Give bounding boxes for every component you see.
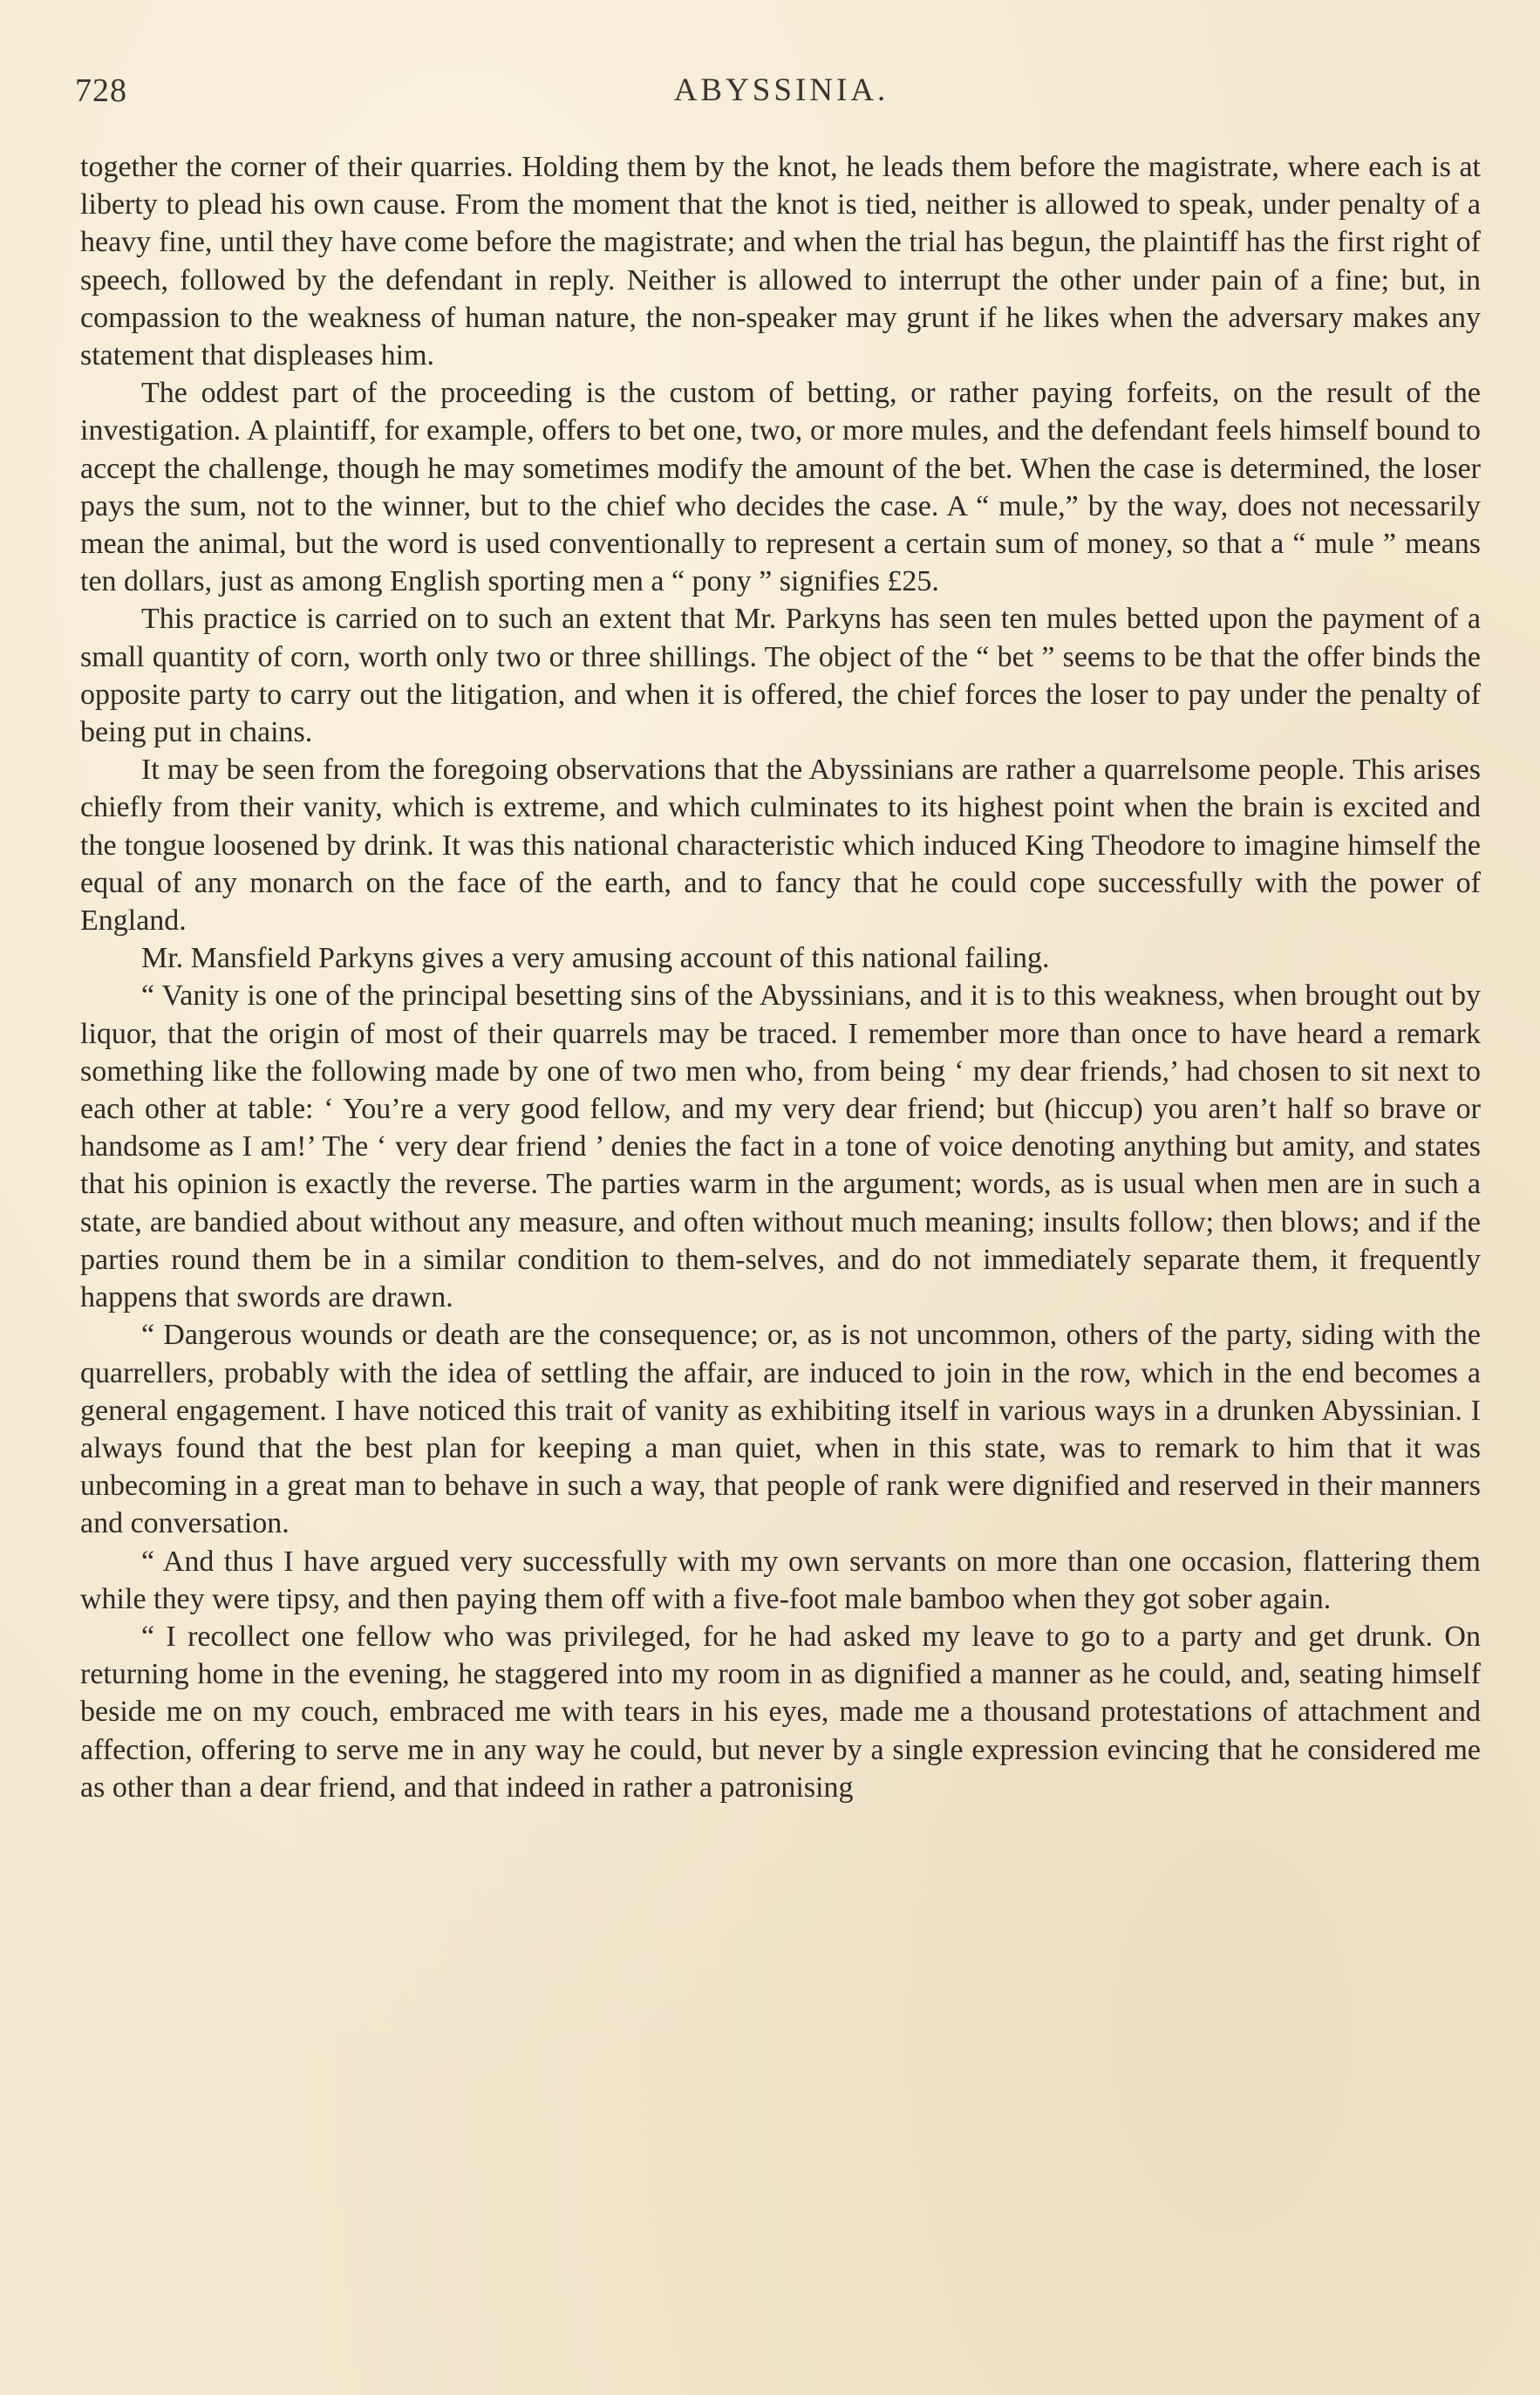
paragraph-continued: together the corner of their quarries. Holding them by the knot, he leads them before the magistrate, where each is at liberty to plead his own cause. From the moment that the knot is tied, neither is allowed to speak, under penalty of a heavy fine, until they have come before the magistrate; and when the trial has begun, the plaintiff has the first right of speech, followed by the defendant in reply. Neither is allowed to interrupt the other under pain of a fine; but, in compassion to the weakness of human nature, the non-speaker may grunt if he likes when the adversary makes any statement that displeases him.: [80, 151, 1481, 372]
paragraph: This practice is carried on to such an extent that Mr. Parkyns has seen ten mules betted upon the payment of a small quantity of corn, worth only two or three shillings. The object of the “ bet ” seems to be that the offer binds the opposite party to carry out the litigation, and when it is offered, the chief forces the loser to pay under the penalty of being put in chains.: [80, 603, 1481, 749]
running-head: [75, 72, 1488, 124]
body-text: [80, 148, 1481, 1806]
page-number: 728: [75, 72, 127, 109]
running-title: ABYSSINIA.: [673, 72, 889, 108]
paragraph: It may be seen from the foregoing observations that the Abyssinians are rather a quarrelsome people. This arises chiefly from their vanity, which is extreme, and which culminates to its highest point when the brain is excited and the tongue loosened by drink. It was this national characteristic which induced King Theodore to imagine himself the equal of any monarch on the face of the earth, and to fancy that he could cope successfully with the power of England.: [80, 754, 1481, 938]
quotation-paragraph: “ I recollect one fellow who was privileged, for he had asked my leave to go to a party and get drunk. On returning home in the evening, he staggered into my room in as dignified a manner as he could, and, seating himself beside me on my couch, embraced me with tears in his eyes, made me a thousand protestations of attachment and affection, offering to serve me in any way he could, but never by a single expression evincing that he considered me as other than a dear friend, and that indeed in rather a patronising: [80, 1620, 1481, 1804]
paragraph: The oddest part of the proceeding is the custom of betting, or rather paying forfeits, on the result of the investigation. A plaintiff, for example, offers to bet one, two, or more mules, and the defendant feels himself bound to accept the challenge, though he may sometimes modify the amount of the bet. When the case is determined, the loser pays the sum, not to the winner, but to the chief who decides the case. A “ mule,” by the way, does not necessarily mean the animal, but the word is used conventionally to represent a certain sum of money, so that a “ mule ” means ten dollars, just as among English sporting men a “ pony ” signifies £25.: [80, 377, 1481, 598]
quotation-paragraph: “ Vanity is one of the principal besetting sins of the Abyssinians, and it is to this weakness, when brought out by liquor, that the origin of most of their quarrels may be traced. I remember more than once to have heard a remark something like the following made by one of two men who, from being ‘ my dear friends,’ had chosen to sit next to each other at table: ‘ You’re a very good fellow, and my very dear friend; but (hiccup) you aren’t half so brave or handsome as I am!’ The ‘ very dear friend ’ denies the fact in a tone of voice denoting anything but amity, and states that his opinion is exactly the reverse. The parties warm in the argument; words, as is usual when men are in such a state, are bandied about without any measure, and often without much meaning; insults follow; then blows; and if the parties round them be in a similar condition to them-selves, and do not immediately separate them, it frequently happens that swords are drawn.: [80, 979, 1481, 1314]
paragraph: Mr. Mansfield Parkyns gives a very amusing account of this national failing.: [141, 942, 1050, 975]
quotation-paragraph: “ And thus I have argued very successfully with my own servants on more than one occasion, flattering them while they were tipsy, and then paying them off with a five-foot male bamboo when they got sober again.: [80, 1545, 1481, 1615]
quotation-paragraph: “ Dangerous wounds or death are the consequence; or, as is not uncommon, others of the party, siding with the quarrellers, probably with the idea of settling the affair, are induced to join in the row, which in the end becomes a general engagement. I have noticed this trait of vanity as exhibiting itself in various ways in a drunken Abyssinian. I always found that the best plan for keeping a man quiet, when in this state, was to remark to him that it was unbecoming in a great man to behave in such a way, that people of rank were dignified and reserved in their manners and conversation.: [80, 1319, 1481, 1540]
